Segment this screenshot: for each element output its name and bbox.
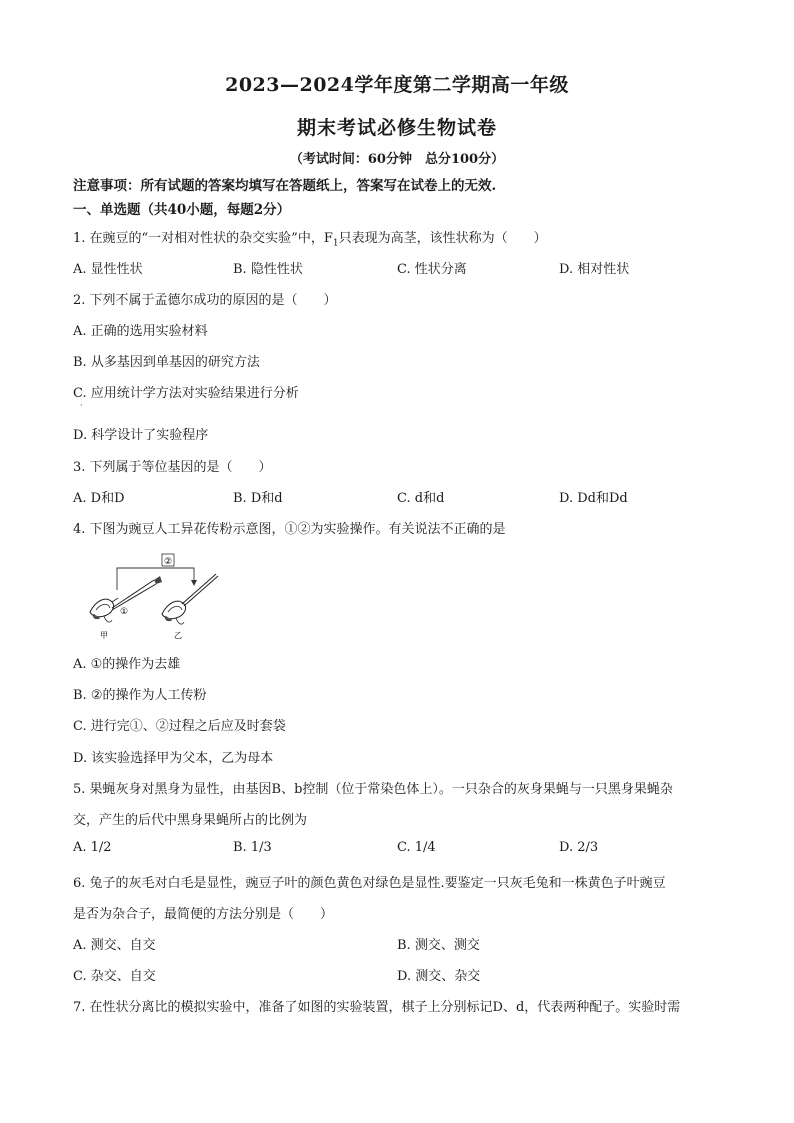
stray-dot: ·: [80, 401, 83, 410]
label1: ①: [120, 607, 129, 617]
q6-stem-line1: 6. 兔子的灰毛对白毛是显性，豌豆子叶的颜色黄色对绿色是显性.要鉴定一只灰毛兔和一株黄色子叶豌豆: [73, 876, 666, 891]
q1-option-a: A. 显性性状: [73, 262, 143, 277]
q2-option-c: C. 应用统计学方法对实验结果进行分析: [73, 386, 299, 401]
q1-option-d: D. 相对性状: [559, 262, 630, 277]
brush-icon: [182, 574, 218, 606]
q5-option-a: A. 1/2: [73, 840, 112, 855]
q5-option-d: D. 2/3: [559, 840, 599, 855]
label-jia: 甲: [100, 631, 108, 640]
q6-option-d: D. 测交、杂交: [397, 969, 481, 984]
q4-option-b: B. ②的操作为人工传粉: [73, 688, 207, 703]
q1-option-c: C. 性状分离: [397, 262, 467, 277]
q1-stem-part1: 1. 在豌豆的“一对相对性状的杂交实验”中，F: [73, 231, 333, 246]
q4-stem: 4. 下图为豌豆人工异花传粉示意图，①②为实验操作。有关说法不正确的是: [73, 522, 506, 537]
q2-option-a: A. 正确的选用实验材料: [73, 324, 208, 339]
q6-option-a: A. 测交、自交: [73, 938, 156, 953]
q1-option-b: B. 隐性性状: [233, 262, 303, 277]
pollination-diagram: [82, 552, 222, 642]
q6-stem-line2: 是否为杂合子，最简便的方法分别是（ ）: [73, 907, 334, 922]
exam-time-info: （考试时间：60分钟 总分100分）: [289, 152, 505, 167]
flower-right-icon: [162, 601, 186, 624]
exam-title: 2023—2024学年度第二学期高一年级: [225, 74, 569, 96]
notice: 注意事项：所有试题的答案均填写在答题纸上，答案写在试卷上的无效.: [73, 178, 497, 194]
q3-option-d: D. Dd和Dd: [559, 491, 628, 506]
q2-option-d: D. 科学设计了实验程序: [73, 428, 209, 443]
q7-stem-line1: 7. 在性状分离比的模拟实验中，准备了如图的实验装置，棋子上分别标记D、d，代表两种配子。实验时需: [73, 1000, 681, 1015]
flower-left-icon: [90, 598, 118, 622]
q4-option-a: A. ①的操作为去雄: [73, 657, 181, 672]
q4-option-d: D. 该实验选择甲为父本，乙为母本: [73, 751, 274, 766]
q3-option-c: C. d和d: [397, 491, 445, 506]
arrow-head: [191, 580, 197, 586]
q1-stem: [73, 227, 547, 249]
tweezers-icon: [112, 576, 162, 610]
q6-option-c: C. 杂交、自交: [73, 969, 156, 984]
q5-stem-line2: 交，产生的后代中黑身果蝇所占的比例为: [73, 813, 308, 828]
q3-option-a: A. D和D: [73, 491, 125, 506]
q4-option-c: C. 进行完①、②过程之后应及时套袋: [73, 719, 286, 734]
q3-stem: 3. 下列属于等位基因的是（ ）: [73, 460, 272, 475]
q1-subscript: 1: [332, 238, 339, 249]
label2: ②: [163, 557, 173, 567]
q6-option-b: B. 测交、测交: [397, 938, 480, 953]
exam-subtitle: 期末考试必修生物试卷: [296, 117, 497, 139]
q1-stem-part2: 只表现为高茎，该性状称为（ ）: [338, 231, 547, 246]
section-heading: 一、单选题（共40小题，每题2分）: [73, 202, 291, 218]
q5-stem-line1: 5. 果蝇灰身对黑身为显性，由基因B、b控制（位于常染色体上）。一只杂合的灰身果蝇与一只黑身果蝇杂: [73, 782, 673, 797]
q5-option-b: B. 1/3: [233, 840, 272, 855]
q2-stem: 2. 下列不属于孟德尔成功的原因的是（ ）: [73, 293, 337, 308]
q5-option-c: C. 1/4: [397, 840, 436, 855]
label-yi: 乙: [174, 631, 182, 640]
q3-option-b: B. D和d: [233, 491, 283, 506]
q2-option-b: B. 从多基因到单基因的研究方法: [73, 355, 260, 370]
